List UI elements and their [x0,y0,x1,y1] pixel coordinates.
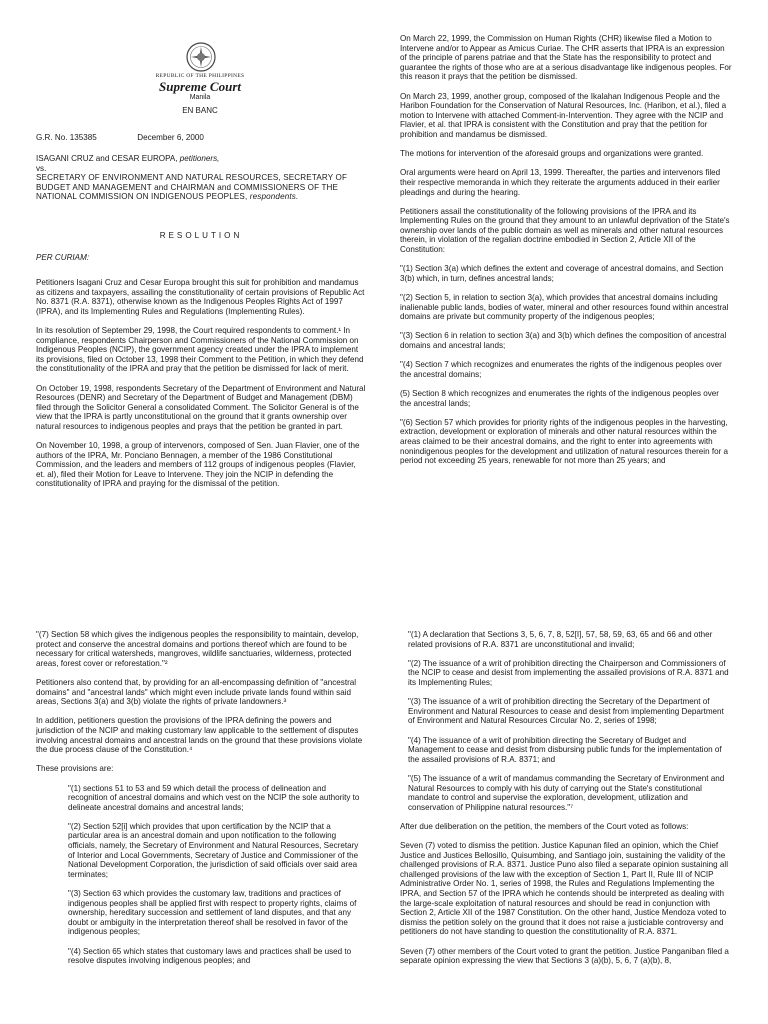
page1-right-column [400,34,732,475]
decision-date: December 6, 2000 [137,133,204,142]
paragraph: "(1) Section 3(a) which defines the extent and coverage of ancestral domains, and Section 3(b) which, in turn, defines ancestral lands; [400,264,724,283]
paragraph: In its resolution of September 29, 1998, the Court required respondents to comment.¹ In compliance, respondents Chairperson and Commissioners of the National Commission on Indigenous Peoples (NCIP), the government agency created under the IPRA to implement its provisions, filed on October 13, 1998 their Comment to the Petition, in which they defend the constitutionality of the IPRA and pray that the petition be dismissed for lack of merit. [36,325,364,374]
provision-item: "(1) sections 51 to 53 and 59 which detail the process of delineation and recognition of ancestral domains and which vest on the NCIP the sole authority to delineate ancestral domains and ancestral lands; [68,783,360,812]
prayer-item: "(3) The issuance of a writ of prohibition directing the Secretary of the Department of Environment and Natural Resources to cease and desist from implementing Department of Environment and Natural Resources Circular No. 2, series of 1998; [408,697,724,726]
prayer-item: "(5) The issuance of a writ of mandamus commanding the Secretary of Environment and Natural Resources to comply with his duty of carrying out the State's constitutional mandate to control and supervise the exploration, development, utilization and conservation of Philippine natural resources."⁷ [408,773,725,812]
header-court-name: Supreme Court [159,79,241,94]
versus: vs. [36,163,47,173]
document-title: RESOLUTION [159,231,243,240]
header-city: Manila [189,94,211,101]
petitioners-label: petitioners, [179,154,220,163]
provision-item: "(4) Section 65 which states that customary laws and practices shall be used to resolve disputes involving indigenous peoples; and [68,946,352,966]
header-republic: REPUBLIC OF THE PHILIPPINES [155,73,245,79]
per-curiam-heading: PER CURIAM: [36,253,90,262]
paragraph: Seven (7) voted to dismiss the petition. Justice Kapunan filed an opinion, which the Chief Justice and Justices Bellosillo, Quisumbing, and Santiago join, sustaining the validity of the challenged provisions of R.A. 8371. Justice Puno also filed a separate opinion sustaining all challenged provisions of the law with the exception of Section 1, Part II, Rule III of NCIP Administrative Order No. 1, series of 1998, the Rules and Regulations Implementing the IPRA, and Section 57 of the IPRA which he contends should be interpreted as dealing with the large-scale exploitation of natural resources and should be read in conjunction with Section 2, Article XII of the 1987 Constitution. On the other hand, Justice Mendoza voted to dismiss the petition solely on the ground that it does not raise a justiciable controversy and petitioners do not have standing to question the constitutionality of R.A. 8371. [400,841,729,937]
paragraph: After due deliberation on the petition, the members of the Court voted as follows: [400,821,689,831]
paragraph: On March 22, 1999, the Commission on Human Rights (CHR) likewise filed a Motion to Intervene and/or to Appear as Amicus Curiae. The CHR asserts that IPRA is an expression of the principle of parens patriae and that the State has the responsibility to protect and guarantee the rights of those who are at a serious disadvantage like indigenous peoples. For this reason it prays that the petition be dismissed. [400,34,732,82]
paragraph: Seven (7) other members of the Court voted to grant the petition. Justice Panganiban filed a separate opinion expressing the view that Sections 3 (a)(b), 5, 6, 7 (a)(b), 8, [400,946,729,966]
page1-left-column [36,278,366,499]
paragraph: (5) Section 8 which recognizes and enumerates the rights of the indigenous peoples over the ancestral lands; [400,388,719,408]
paragraph: "(7) Section 58 which gives the indigenous peoples the responsibility to maintain, develop, protect and conserve the ancestral domains and portions thereof which are found to be necessary for critical watersheds, mangroves, wildlife sanctuaries, wilderness, protected areas, forest cover or reforestation."² [36,630,359,668]
page2-right-column [400,630,732,975]
provision-item: "(3) Section 63 which provides the customary law, traditions and practices of indigenous peoples shall be applied first with respect to property rights, claims of ownership, hereditary succession and settlement of land disputes, and that any doubt or ambiguity in the interpretation thereof shall be resolved in favor of the indigenous peoples; [68,889,357,937]
case-number-line [36,133,204,143]
paragraph: These provisions are: [36,764,114,774]
respondents: SECRETARY OF ENVIRONMENT AND NATURAL RESOURCES, SECRETARY OF BUDGET AND MANAGEMENT and CHAIRMAN and COMMISSIONERS OF THE NATIONAL COMMISSION ON INDIGENOUS PEOPLES, [36,173,348,202]
respondents-label: respondents. [249,192,299,202]
document-page-2 [0,604,768,1024]
supreme-court-seal-icon [186,42,216,72]
prayer-item: "(4) The issuance of a writ of prohibition directing the Secretary of Budget and Management to cease and desist from disbursing public funds for the implementation of the assailed provisions of R.A. 8371; and [408,735,722,764]
page2-left-column [36,630,366,975]
paragraph: Oral arguments were heard on April 13, 1999. Thereafter, the parties and intervenors filed their respective memoranda in which they reiterate the arguments adduced in their earlier pleadings and during the hearing. [400,168,721,197]
gr-number: G.R. No. 135385 [36,133,97,142]
paragraph: In addition, petitioners question the provisions of the IPRA defining the powers and jurisdiction of the NCIP and making customary law applicable to the settlement of disputes involving ancestral domains and ancestral lands on the ground that these provisions violate the due process clause of the Constitution.⁴ [36,716,363,755]
paragraph: On November 10, 1998, a group of intervenors, composed of Sen. Juan Flavier, one of the authors of the IPRA, Mr. Ponciano Bennagen, a member of the 1986 Constitutional Commission, and the leaders and members of 112 groups of indigenous peoples (Flavier, et. al), filed their Motion for Leave to Intervene. They join the NCIP in defending the constitutionality of IPRA and praying for the dismissal of the petition. [36,441,360,489]
provision-item: "(2) Section 52[i] which provides that upon certification by the NCIP that a particular area is an ancestral domain and upon notification to the following officials, namely, the Secretary of Environment and Natural Resources, Secretary of Interior and Local Governments, Secretary of Justice and Commissioner of the National Development Corporation, the jurisdiction of said officials over said area terminates; [68,821,359,879]
paragraph: The motions for intervention of the aforesaid groups and organizations were granted. [400,149,704,159]
paragraph: "(2) Section 5, in relation to section 3(a), which provides that ancestral domains including inalienable public lands, bodies of water, mineral and other resources found within ancestral domains are private but community property of the indigenous peoples; [400,293,729,322]
paragraph: "(3) Section 6 in relation to section 3(a) and 3(b) which defines the composition of ancestral domains and ancestral lands; [400,331,727,350]
paragraph: "(4) Section 7 which recognizes and enumerates the rights of the indigenous peoples over the ancestral domains; [400,360,722,379]
prayer-item: "(2) The issuance of a writ of prohibition directing the Chairperson and Commissioners of the NCIP to cease and desist from implementing the assailed provisions of R.A. 8371 and its Implementing Rules; [408,658,729,687]
case-parties [36,154,366,202]
paragraph: Petitioners assail the constitutionality of the following provisions of the IPRA and its Implementing Rules on the ground that they amount to an unlawful deprivation of the State's ownership over lands of the public domain as well as minerals and other natural resources therein, in violation of the regalian doctrine embodied in Section 2, Article XII of the Constitution: [400,206,730,255]
header-division: EN BANC [182,106,218,115]
paragraph: Petitioners Isagani Cruz and Cesar Europa brought this suit for prohibition and mandamus as citizens and taxpayers, assailing the constitutionality of certain provisions of Republic Act No. 8371 (R.A. 8371), otherwise known as the Indigenous Peoples Rights Act of 1997 (IPRA), and its Implementing Rules and Regulations (Implementing Rules). [36,278,365,316]
paragraph: "(6) Section 57 which provides for priority rights of the indigenous peoples in the harvesting, extraction, development or exploration of minerals and other natural resources within the areas claimed to be their ancestral domains, and the right to enter into agreements with nonindigenous peoples for the development and utilization of natural resources therein for a period not exceeding 25 years, renewable for not more than 25 years; and [400,417,729,466]
paragraph: On March 23, 1999, another group, composed of the Ikalahan Indigenous People and the Haribon Foundation for the Conservation of Natural Resources, Inc. (Haribon, et al.), filed a motion to Intervene with attached Comment-in-Intervention. They agree with the NCIP and Flavier, et al. that IPRA is consistent with the Constitution and pray that the petition for prohibition and mandamus be dismissed. [400,91,727,139]
petitioners: ISAGANI CRUZ and CESAR EUROPA, [36,154,178,163]
prayer-item: "(1) A declaration that Sections 3, 5, 6, 7, 8, 52[I], 57, 58, 59, 63, 65 and 66 and other related provisions of R.A. 8371 are unconstitutional and invalid; [408,630,713,649]
paragraph: Petitioners also contend that, by providing for an all-encompassing definition of "ancestral domains" and "ancestral lands" which might even include private lands found within said areas, Sections 3(a) and 3(b) violate the rights of private landowners.³ [36,677,357,707]
paragraph: On October 19, 1998, respondents Secretary of the Department of Environment and Natural Resources (DENR) and Secretary of the Department of Budget and Management (DBM) filed through the Solicitor General a consolidated Comment. The Solicitor General is of the view that the IPRA is partly unconstitutional on the ground that it grants ownership over natural resources to indigenous peoples and prays that the petition be granted in part. [36,383,366,431]
